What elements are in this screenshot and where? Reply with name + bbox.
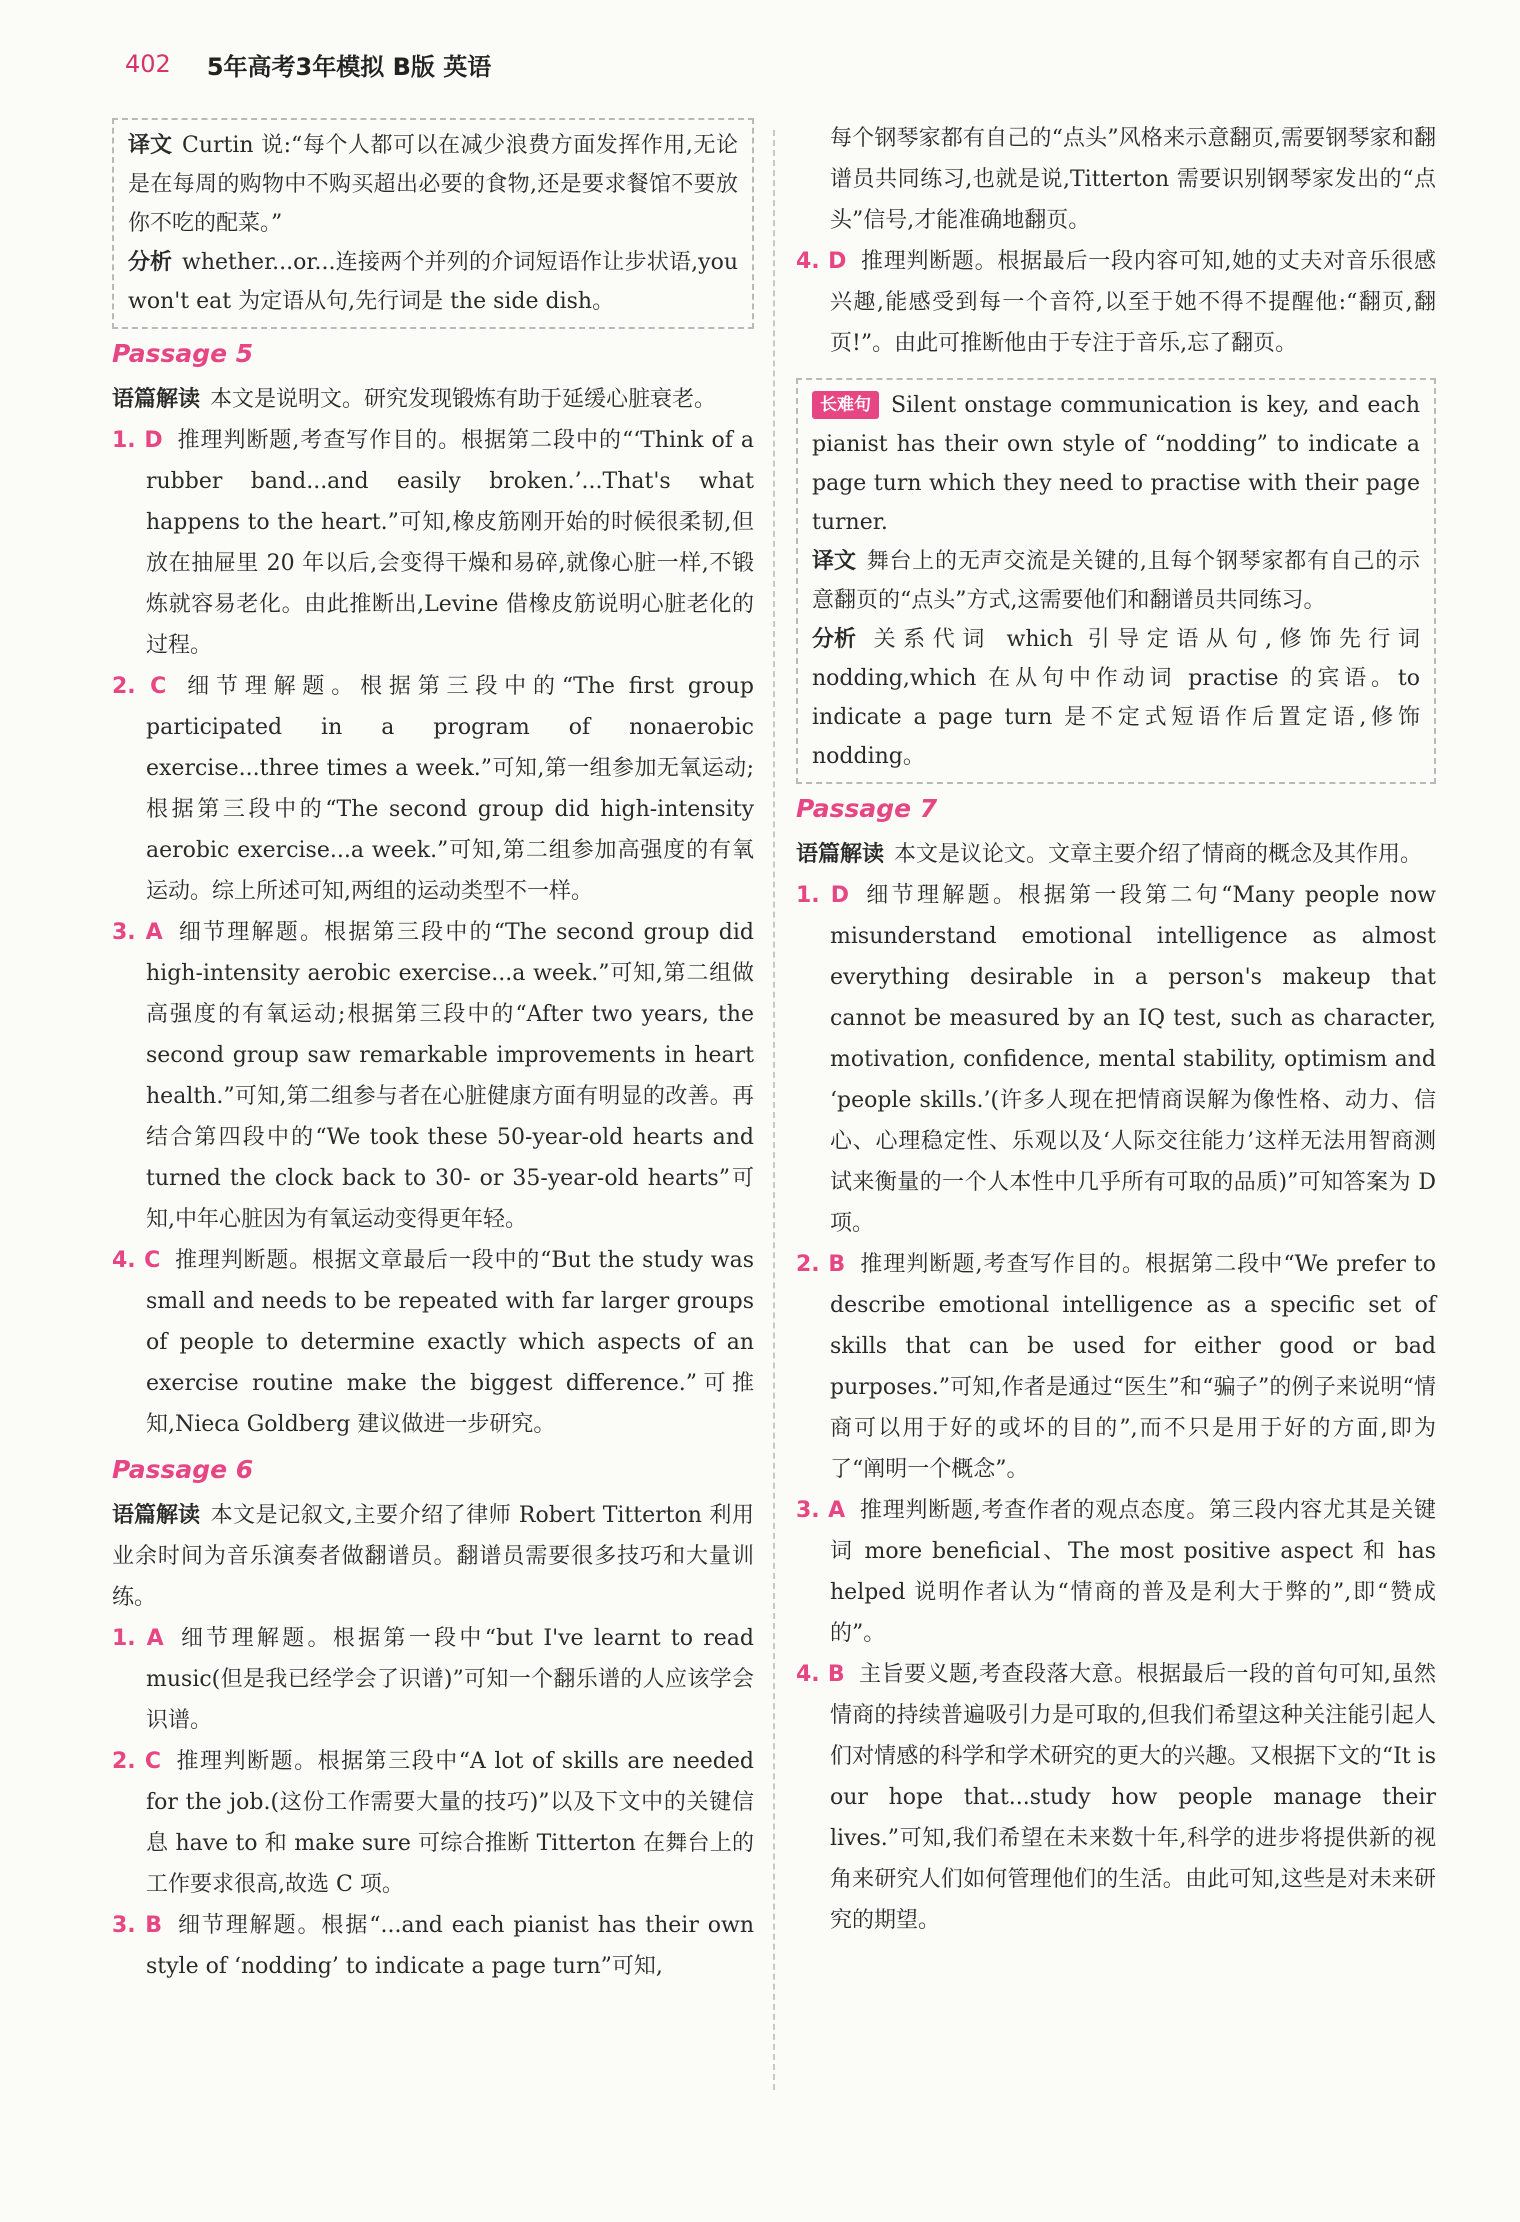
page-number: 402 — [125, 50, 171, 78]
item-number: 4. D — [796, 249, 847, 274]
p5-item-2 — [112, 666, 754, 912]
passage-6-summary — [112, 1495, 754, 1618]
passage-6-heading: Passage 6 — [112, 1455, 254, 1484]
right-column — [796, 118, 1436, 1941]
p5-item-1 — [112, 420, 754, 666]
summary-text: 本文是议论文。文章主要介绍了情商的概念及其作用。 — [894, 842, 1423, 867]
analysis-text: 关系代词 which 引导定语从句,修饰先行词 nodding,which 在从句中作动词 practise 的宾语。to indicate a page turn 是不定式短语作后置定语,修饰 nodding。 — [812, 627, 1420, 769]
translation-text: Curtin 说:“每个人都可以在减少浪费方面发挥作用,无论是在每周的购物中不购买超出必要的食物,还是要求餐馆不要放你不吃的配菜。” — [128, 133, 738, 236]
p7-item-2 — [796, 1244, 1436, 1490]
translation-text: 舞台上的无声交流是关键的,且每个钢琴家都有自己的示意翻页的“点头”方式,这需要他们和翻谱员共同练习。 — [812, 549, 1420, 613]
analysis-label: 分析 — [812, 627, 857, 652]
item-number: 3. A — [112, 920, 163, 945]
page-header — [125, 44, 491, 84]
p6-item-3-continued: 每个钢琴家都有自己的“点头”风格来示意翻页,需要钢琴家和翻谱员共同练习,也就是说,Titterton 需要识别钢琴家发出的“点头”信号,才能准确地翻页。 — [830, 126, 1436, 233]
column-divider — [773, 130, 775, 2090]
item-number: 2. C — [112, 674, 167, 699]
item-text: 推理判断题,考查作者的观点态度。第三段内容尤其是关键词 more beneficial、The most positive aspect 和 has helped 说明作者认为“情商的普及是利大于弊的”,即“赞成的”。 — [830, 1498, 1436, 1646]
analysis-note — [812, 620, 1420, 776]
item-text: 细节理解题。根据“...and each pianist has their own style of ‘nodding’ to indicate a page turn”可知, — [146, 1913, 754, 1979]
p6-item-1 — [112, 1618, 754, 1741]
translation-label: 译文 — [812, 549, 857, 574]
translation-note — [812, 542, 1420, 620]
item-number: 1. D — [112, 428, 163, 453]
item-text: 推理判断题,考查写作目的。根据第二段中的“‘Think of a rubber band...and easily broken.’...That's what happens to the heart.”可知,橡皮筋刚开始的时候很柔韧,但放在抽屉里 20 年以后,会变得干燥和易碎,就像心脏一样,不锻炼就容易老化。由此推断出,Levine 借橡皮筋说明心脏老化的过程。 — [146, 428, 754, 658]
item-text: 细节理解题。根据第三段中的“The second group did high-intensity aerobic exercise...a week.”可知,第二组做高强度的有氧运动;根据第三段中的“After two years, the second group saw remarkable improvements in heart health.”可知,第二组参与者在心脏健康方面有明显的改善。再结合第四段中的“We took these 50-year-old hearts and turned the clock back to 30- or 35-year-old hearts”可知,中年心脏因为有氧运动变得更年轻。 — [146, 920, 754, 1232]
long-sentence-text: Silent onstage communication is key, and each pianist has their own style of “nodding” to indicate a page turn which they need to practise with their page turner. — [812, 393, 1420, 535]
translation-note — [128, 126, 738, 243]
item-text: 主旨要义题,考查段落大意。根据最后一段的首句可知,虽然情商的持续普遍吸引力是可取的,但我们希望这种关注能引起人们对情感的科学和学术研究的更大的兴趣。又根据下文的“It is our hope that...study how people manage their lives.”可知,我们希望在未来数十年,科学的进步将提供新的视角来研究人们如何管理他们的生活。由此可知,这些是对未来研究的期望。 — [830, 1662, 1436, 1933]
p7-item-3 — [796, 1490, 1436, 1654]
analysis-note — [128, 243, 738, 321]
long-sentence — [812, 386, 1420, 542]
passage-7-summary — [796, 834, 1436, 875]
p6-item-2 — [112, 1741, 754, 1905]
book-title: 5年高考3年模拟 B版 英语 — [206, 52, 492, 81]
item-number: 2. C — [112, 1749, 162, 1774]
item-number: 3. B — [112, 1913, 163, 1938]
item-text: 细节理解题。根据第三段中的“The first group participated in a program of nonaerobic exercise...three times a week.”可知,第一组参加无氧运动;根据第三段中的“The second group did high-intensity aerobic exercise...a week.”可知,第二组参加高强度的有氧运动。综上所述可知,两组的运动类型不一样。 — [146, 674, 754, 904]
p5-item-3 — [112, 912, 754, 1240]
item-number: 1. A — [112, 1626, 164, 1651]
item-text: 推理判断题。根据文章最后一段中的“But the study was small and needs to be repeated with far larger groups of people to determine exactly which aspects of an exercise routine make the biggest difference.”可推知,Nieca Goldberg 建议做进一步研究。 — [146, 1248, 755, 1437]
item-text: 推理判断题。根据最后一段内容可知,她的丈夫对音乐很感兴趣,能感受到每一个音符,以至于她不得不提醒他:“翻页,翻页!”。由此可推断他由于专注于音乐,忘了翻页。 — [830, 249, 1436, 356]
item-text: 推理判断题。根据第三段中“A lot of skills are needed for the job.(这份工作需要大量的技巧)”以及下文中的关键信息 have to 和 make sure 可综合推断 Titterton 在舞台上的工作要求很高,故选 C 项。 — [146, 1749, 754, 1897]
p6-item-3 — [112, 1905, 754, 1987]
summary-label: 语篇解读 — [112, 387, 201, 412]
translation-label: 译文 — [128, 133, 173, 158]
long-sentence-box — [796, 378, 1436, 784]
item-number: 4. C — [112, 1248, 161, 1273]
item-number: 3. A — [796, 1498, 846, 1523]
item-number: 2. B — [796, 1252, 846, 1277]
long-sentence-tag: 长难句 — [812, 391, 879, 419]
translation-box — [112, 118, 754, 329]
analysis-text: whether...or...连接两个并列的介词短语作让步状语,you won't eat 为定语从句,先行词是 the side dish。 — [128, 250, 738, 314]
passage-5-summary — [112, 379, 754, 420]
summary-label: 语篇解读 — [796, 842, 885, 867]
p7-item-1 — [796, 875, 1436, 1244]
left-column — [112, 118, 754, 1987]
p7-item-4 — [796, 1654, 1436, 1941]
summary-text: 本文是记叙文,主要介绍了律师 Robert Titterton 利用业余时间为音乐演奏者做翻谱员。翻谱员需要很多技巧和大量训练。 — [112, 1503, 754, 1610]
analysis-label: 分析 — [128, 250, 173, 275]
p6-item-4 — [796, 241, 1436, 364]
item-text: 推理判断题,考查写作目的。根据第二段中“We prefer to describe emotional intelligence as a specific set of skills that can be used for either good or bad purposes.”可知,作者是通过“医生”和“骗子”的例子来说明“情商可以用于好的或坏的目的”,而不只是用于好的方面,即为了“阐明一个概念”。 — [830, 1252, 1436, 1482]
summary-label: 语篇解读 — [112, 1503, 201, 1528]
item-text: 细节理解题。根据第一段中“but I've learnt to read music(但是我已经学会了识谱)”可知一个翻乐谱的人应该学会识谱。 — [146, 1626, 754, 1733]
item-number: 1. D — [796, 883, 849, 908]
item-number: 4. B — [796, 1662, 845, 1687]
item-text: 细节理解题。根据第一段第二句“Many people now misunderstand emotional intelligence as almost everything desirable in a person's makeup that cannot be measured by an IQ test, such as character, motivation, confidence, mental stability, optimism and ‘people skills.’(许多人现在把情商误解为像性格、动力、信心、心理稳定性、乐观以及‘人际交往能力’这样无法用智商测试来衡量的一个人本性中几乎所有可取的品质)”可知答案为 D 项。 — [830, 883, 1436, 1236]
passage-7-heading: Passage 7 — [796, 794, 938, 823]
passage-5-heading: Passage 5 — [112, 339, 254, 368]
summary-text: 本文是说明文。研究发现锻炼有助于延缓心脏衰老。 — [210, 387, 717, 412]
p5-item-4 — [112, 1240, 754, 1445]
